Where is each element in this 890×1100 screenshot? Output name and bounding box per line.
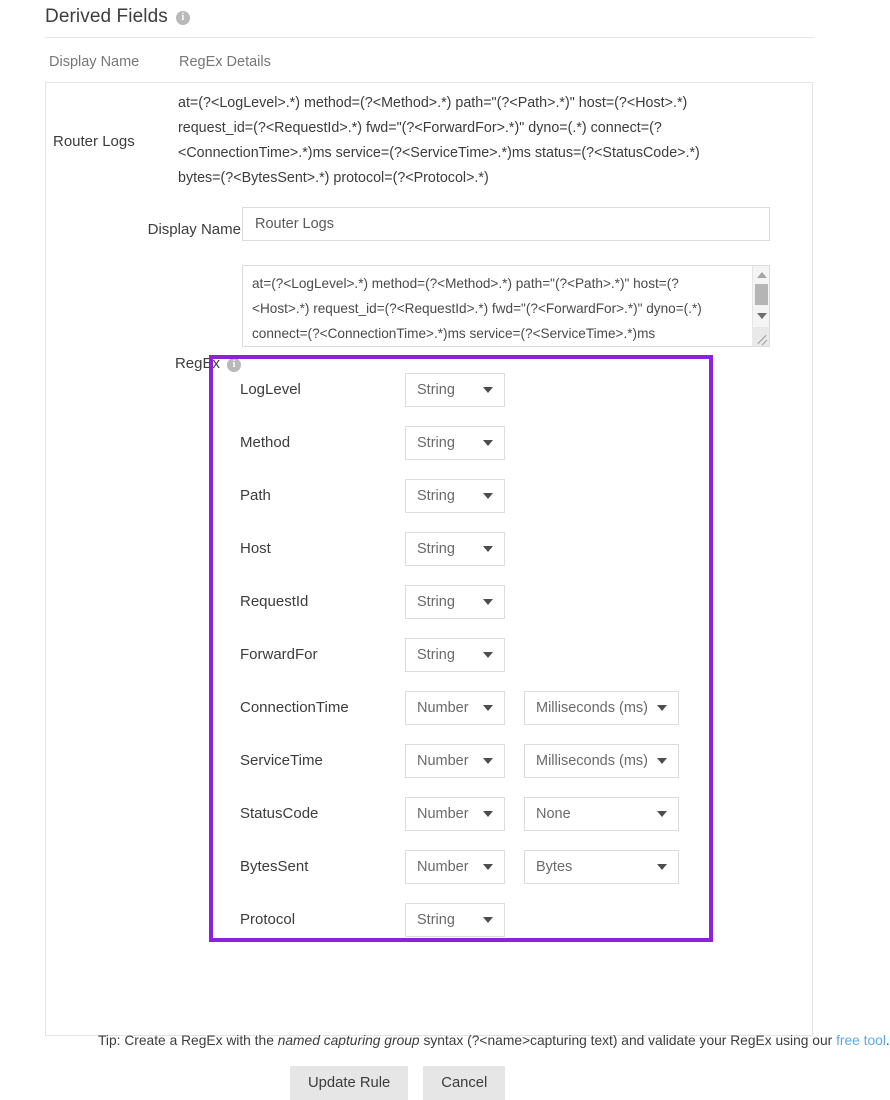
column-header-display-name: Display Name [49, 54, 140, 70]
cancel-button[interactable]: Cancel [423, 1066, 505, 1100]
tip-text [98, 1033, 890, 1048]
captured-field-name: ServiceTime [240, 752, 323, 769]
field-type-value: String [417, 487, 455, 504]
tip-emphasis: named capturing group [277, 1033, 420, 1048]
field-unit-value: Milliseconds (ms) [536, 699, 648, 716]
tip-prefix: Tip: Create a RegEx with the [98, 1033, 278, 1048]
field-type-value: Number [417, 805, 469, 822]
captured-field-name: Protocol [240, 911, 296, 928]
display-name-input[interactable] [242, 207, 770, 241]
captured-field-name: Path [240, 487, 271, 504]
scroll-up-icon[interactable] [753, 267, 770, 283]
field-type-value: Number [417, 858, 469, 875]
captured-field-name: StatusCode [240, 805, 319, 822]
column-header-regex-details: RegEx Details [179, 54, 271, 70]
captured-field-name: Method [240, 434, 291, 451]
field-type-value: String [417, 381, 455, 398]
free-tool-link[interactable]: free tool [836, 1033, 886, 1048]
field-type-value: String [417, 434, 455, 451]
captured-field-name: ConnectionTime [240, 699, 349, 716]
rule-regex-cell: at=(?<LogLevel>.*) method=(?<Method>.*) path="(?<Path>.*)" host=(?<Host>.*) request_id=(?<RequestId>.*) fwd="(?<ForwardFor>.*)" dyno=(.*) connect=(?<ConnectionTime>.*)ms service=(?<ServiceTime>.*)ms status=(?<StatusCode>.*) bytes=(?<BytesSent>.*) protocol=(?<Protocol>.*) [178, 95, 700, 186]
form-actions [290, 1066, 505, 1100]
captured-field-name: ForwardFor [240, 646, 318, 663]
captured-field-name: BytesSent [240, 858, 309, 875]
header-divider [45, 37, 815, 38]
captured-field-name: RequestId [240, 593, 309, 610]
table-row[interactable] [46, 83, 812, 193]
field-type-value: String [417, 540, 455, 557]
page-title: Derived Fields [45, 6, 168, 27]
field-type-value: String [417, 911, 455, 928]
scroll-down-icon[interactable] [753, 308, 770, 324]
field-type-value: String [417, 646, 455, 663]
field-unit-value: Bytes [536, 858, 573, 875]
captured-field-name: LogLevel [240, 381, 301, 398]
info-icon[interactable] [176, 11, 190, 25]
field-type-value: Number [417, 752, 469, 769]
regex-label: RegEx [174, 355, 220, 372]
regex-textarea[interactable] [242, 265, 770, 347]
captured-field-name: Host [240, 540, 271, 557]
tip-middle: syntax (?<name>capturing text) and validate your RegEx using our [419, 1033, 837, 1048]
page-header [45, 6, 190, 28]
field-unit-value: Milliseconds (ms) [536, 752, 648, 769]
derived-field-card [45, 82, 890, 1091]
scrollbar-thumb[interactable] [755, 284, 768, 305]
field-type-value: Number [417, 699, 469, 716]
update-rule-button[interactable]: Update Rule [290, 1066, 408, 1100]
rule-name-cell: Router Logs [53, 133, 135, 150]
field-unit-value: None [536, 805, 571, 822]
highlight-annotation [209, 355, 713, 942]
field-type-value: String [417, 593, 455, 610]
display-name-label: Display Name [147, 221, 241, 238]
resize-handle-icon[interactable] [752, 327, 769, 346]
tip-suffix: . [885, 1033, 890, 1048]
regex-textarea-value: at=(?<LogLevel>.*) method=(?<Method>.*) path="(?<Path>.*)" host=(?<Host>.*) request_id=(?<RequestId>.*) fwd="(?<ForwardFor>.*)" dyno=(.*) connect=(?<ConnectionTime>.*)ms service=(?<ServiceTime>.*)ms [252, 276, 702, 341]
